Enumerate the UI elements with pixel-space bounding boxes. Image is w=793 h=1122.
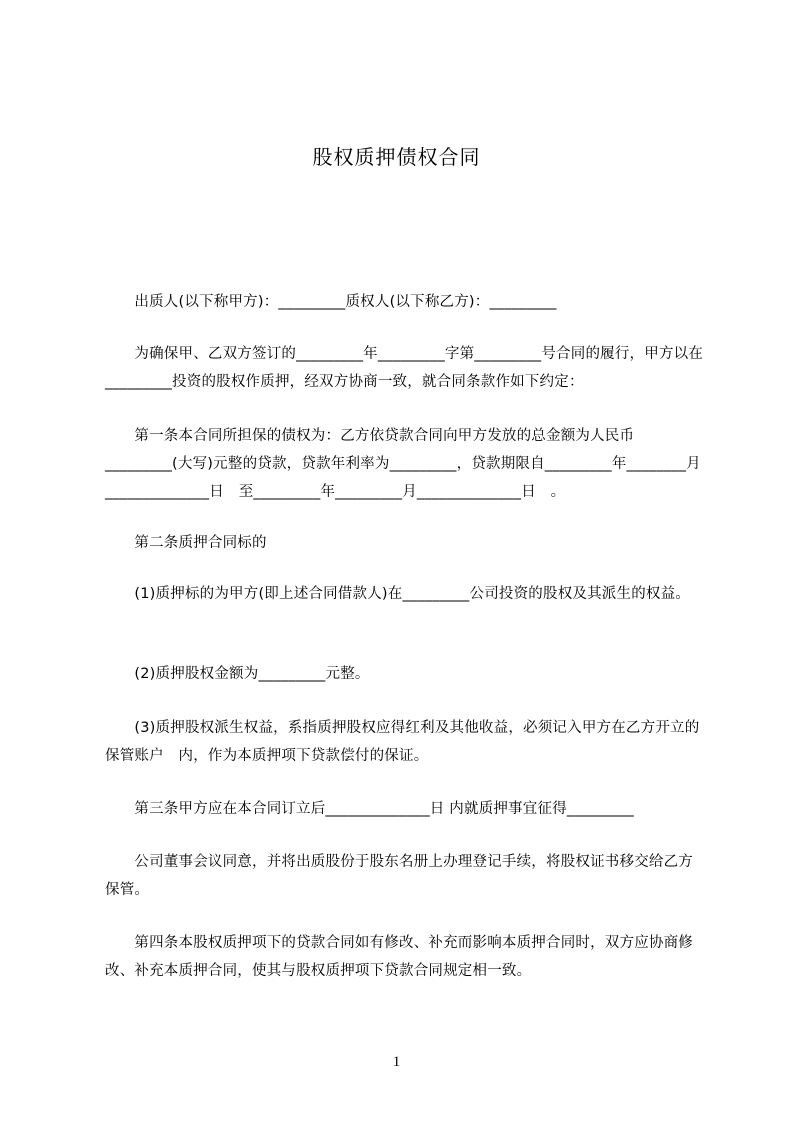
paragraph-article-2-item-1: (1)质押标的为甲方(即上述合同借款人)在_________公司投资的股权及其派生的权益。 xyxy=(105,586,691,602)
paragraph-article-2-item-3: (3)质押股权派生权益，系指质押股权应得红利及其他收益，必须记入甲方在乙方开立的保管账户 内，作为本质押项下贷款偿付的保证。 xyxy=(105,720,700,764)
paragraph-article-2-heading: 第二条质押合同标的 xyxy=(105,535,267,551)
paragraph-purpose: 为确保甲、乙双方签订的_________年_________字第_________号合同的履行，甲方以在_________投资的股权作质押，经双方协商一致，就合同条款作如下约定： xyxy=(105,346,704,390)
paragraph-article-1: 第一条本合同所担保的债权为：乙方依贷款合同向甲方发放的总金额为人民币_________(大写)元整的贷款，贷款年利率为_________，贷款期限自_________年________月______________日 至_________年_________月______________日 。 xyxy=(105,428,701,500)
page-number: 1 xyxy=(392,1054,401,1070)
paragraph-article-2-item-2: (2)质押股权金额为_________元整。 xyxy=(105,666,370,682)
paragraph-article-3: 第三条甲方应在本合同订立后______________日 内就质押事宜征得_________ xyxy=(105,801,634,817)
paragraph-parties: 出质人(以下称甲方)：_________质权人(以下称乙方)：_________ xyxy=(105,294,557,310)
paragraph-article-3-cont: 公司董事会议同意，并将出质股份于股东名册上办理登记手续，将股权证书移交给乙方保管。 xyxy=(105,854,693,898)
document-title: 股权质押债权合同 xyxy=(312,145,481,169)
paragraph-article-4: 第四条本股权质押项下的贷款合同如有修改、补充而影响本质押合同时，双方应协商修改、补充本质押合同，使其与股权质押项下贷款合同规定相一致。 xyxy=(105,935,693,979)
